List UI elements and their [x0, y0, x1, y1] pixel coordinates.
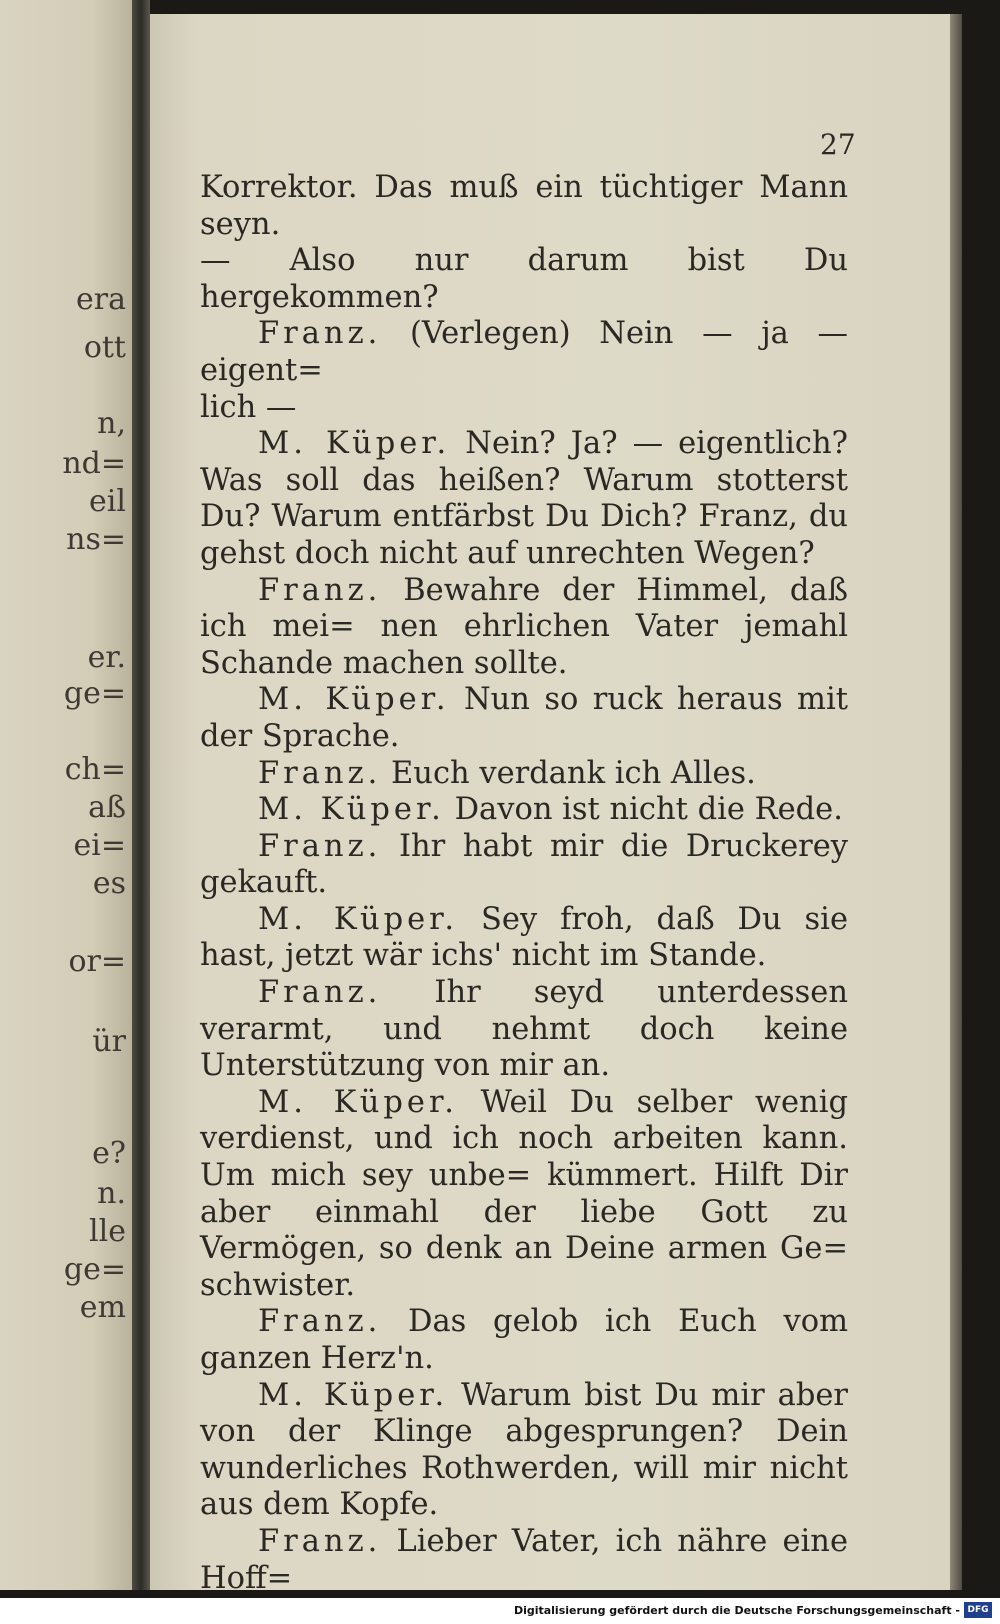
speech-text: Nein? Ja? — eigentlich? Was soll das heißen? Warum stotterst Du? Warum entfärbst Du Dich? Franz, du gehst doch nicht auf unrechten Wegen?	[200, 426, 848, 571]
speech-text: Bewahre der Himmel, daß ich mei= nen ehrlichen Vater jemahl Schande machen sollte.	[200, 572, 848, 681]
speaker-name: Franz.	[258, 1304, 382, 1340]
speaker-name: Franz.	[258, 316, 382, 352]
funding-credit: Digitalisierung gefördert durch die Deutsche Forschungsgemeinschaft -	[513, 1604, 960, 1617]
speech-paragraph	[200, 316, 848, 389]
left-fragment: ch=	[64, 752, 126, 787]
speaker-name: Franz.	[258, 1523, 382, 1559]
speech-paragraph	[200, 682, 848, 755]
speech-paragraph	[200, 756, 848, 793]
left-fragment: ns=	[66, 522, 126, 557]
text-line: — Also nur darum bist Du hergekommen?	[200, 243, 848, 315]
speaker-name: Franz.	[258, 572, 382, 608]
speech-text: Euch verdank ich Alles.	[381, 755, 756, 791]
speech-text: Sey froh, daß Du sie hast, jetzt wär ichs' nicht im Stande.	[200, 901, 848, 974]
page-edge	[950, 14, 962, 1590]
speech-text: Lieber Vater, ich nähre eine Hoff=	[200, 1523, 848, 1596]
speaker-name: M. Küper.	[258, 1377, 449, 1413]
text-line: lich —	[200, 389, 297, 425]
speech-paragraph	[200, 792, 848, 829]
left-fragment: n.	[97, 1176, 126, 1211]
speech-paragraph	[200, 1524, 848, 1597]
left-fragment: ür	[92, 1024, 126, 1059]
left-fragment: lle	[89, 1214, 126, 1249]
speech-paragraph	[200, 975, 848, 1085]
left-fragment: era	[76, 282, 126, 317]
previous-page-edge	[0, 0, 132, 1590]
page-number: 27	[820, 128, 856, 161]
speech-text: Nun so ruck heraus mit der Sprache.	[200, 682, 848, 754]
speech-text: (Verlegen) Nein — ja — eigent=	[200, 316, 848, 388]
speech-paragraph	[200, 1378, 848, 1524]
speaker-name: M. Küper.	[258, 1084, 458, 1120]
footer-bar	[0, 1598, 1000, 1624]
speech-text: Weil Du selber wenig verdienst, und ich noch arbeiten kann. Um mich sey unbe= kümmert. Hilft Dir aber einmahl der liebe Gott zu Vermögen, so denk an Deine armen Ge= schwister.	[200, 1084, 848, 1303]
dfg-logo-icon: DFG	[964, 1602, 992, 1618]
left-fragment: or=	[68, 944, 126, 979]
speech-text: Davon ist nicht die Rede.	[444, 792, 843, 828]
left-fragment: er.	[87, 640, 126, 675]
left-fragment: ei=	[73, 828, 126, 863]
left-fragment: aß	[88, 790, 126, 825]
speech-text: Ihr habt mir die Druckerey gekauft.	[200, 828, 848, 901]
speech-paragraph	[200, 1085, 848, 1305]
left-fragment: nd=	[62, 446, 126, 481]
left-fragment: eil	[89, 484, 126, 519]
left-fragment: ott	[83, 330, 126, 365]
speech-paragraph	[200, 573, 848, 683]
text-line: Korrektor. Das muß ein tüchtiger Mann seyn.	[200, 170, 848, 242]
speech-paragraph	[200, 902, 848, 975]
left-fragment: es	[92, 866, 126, 901]
speech-paragraph	[200, 829, 848, 902]
speech-text: Das gelob ich Euch vom ganzen Herz'n.	[200, 1304, 848, 1376]
speaker-name: Franz.	[258, 755, 382, 791]
speaker-name: M. Küper.	[258, 426, 451, 462]
speech-paragraph	[200, 1304, 848, 1377]
left-fragment: ge=	[63, 676, 126, 711]
speech-text: Warum bist Du mir aber von der Klinge abgesprungen? Dein wunderliches Rothwerden, will mir nicht aus dem Kopfe.	[200, 1377, 848, 1523]
speaker-name: Franz.	[258, 828, 382, 864]
speech-text: Ihr seyd unterdessen verarmt, und nehmt doch keine Unterstützung von mir an.	[200, 975, 848, 1084]
speaker-name: Franz.	[258, 975, 382, 1011]
speaker-name: M. Küper.	[258, 792, 445, 828]
book-gutter	[132, 0, 150, 1590]
left-fragment: e?	[92, 1136, 126, 1171]
page-text	[200, 170, 848, 1597]
speaker-name: M. Küper.	[258, 901, 459, 937]
left-fragment: ge=	[63, 1252, 126, 1287]
speech-paragraph	[200, 426, 848, 572]
speaker-name: M. Küper.	[258, 682, 450, 718]
left-fragment: em	[79, 1290, 126, 1325]
left-fragment: n,	[97, 406, 126, 441]
